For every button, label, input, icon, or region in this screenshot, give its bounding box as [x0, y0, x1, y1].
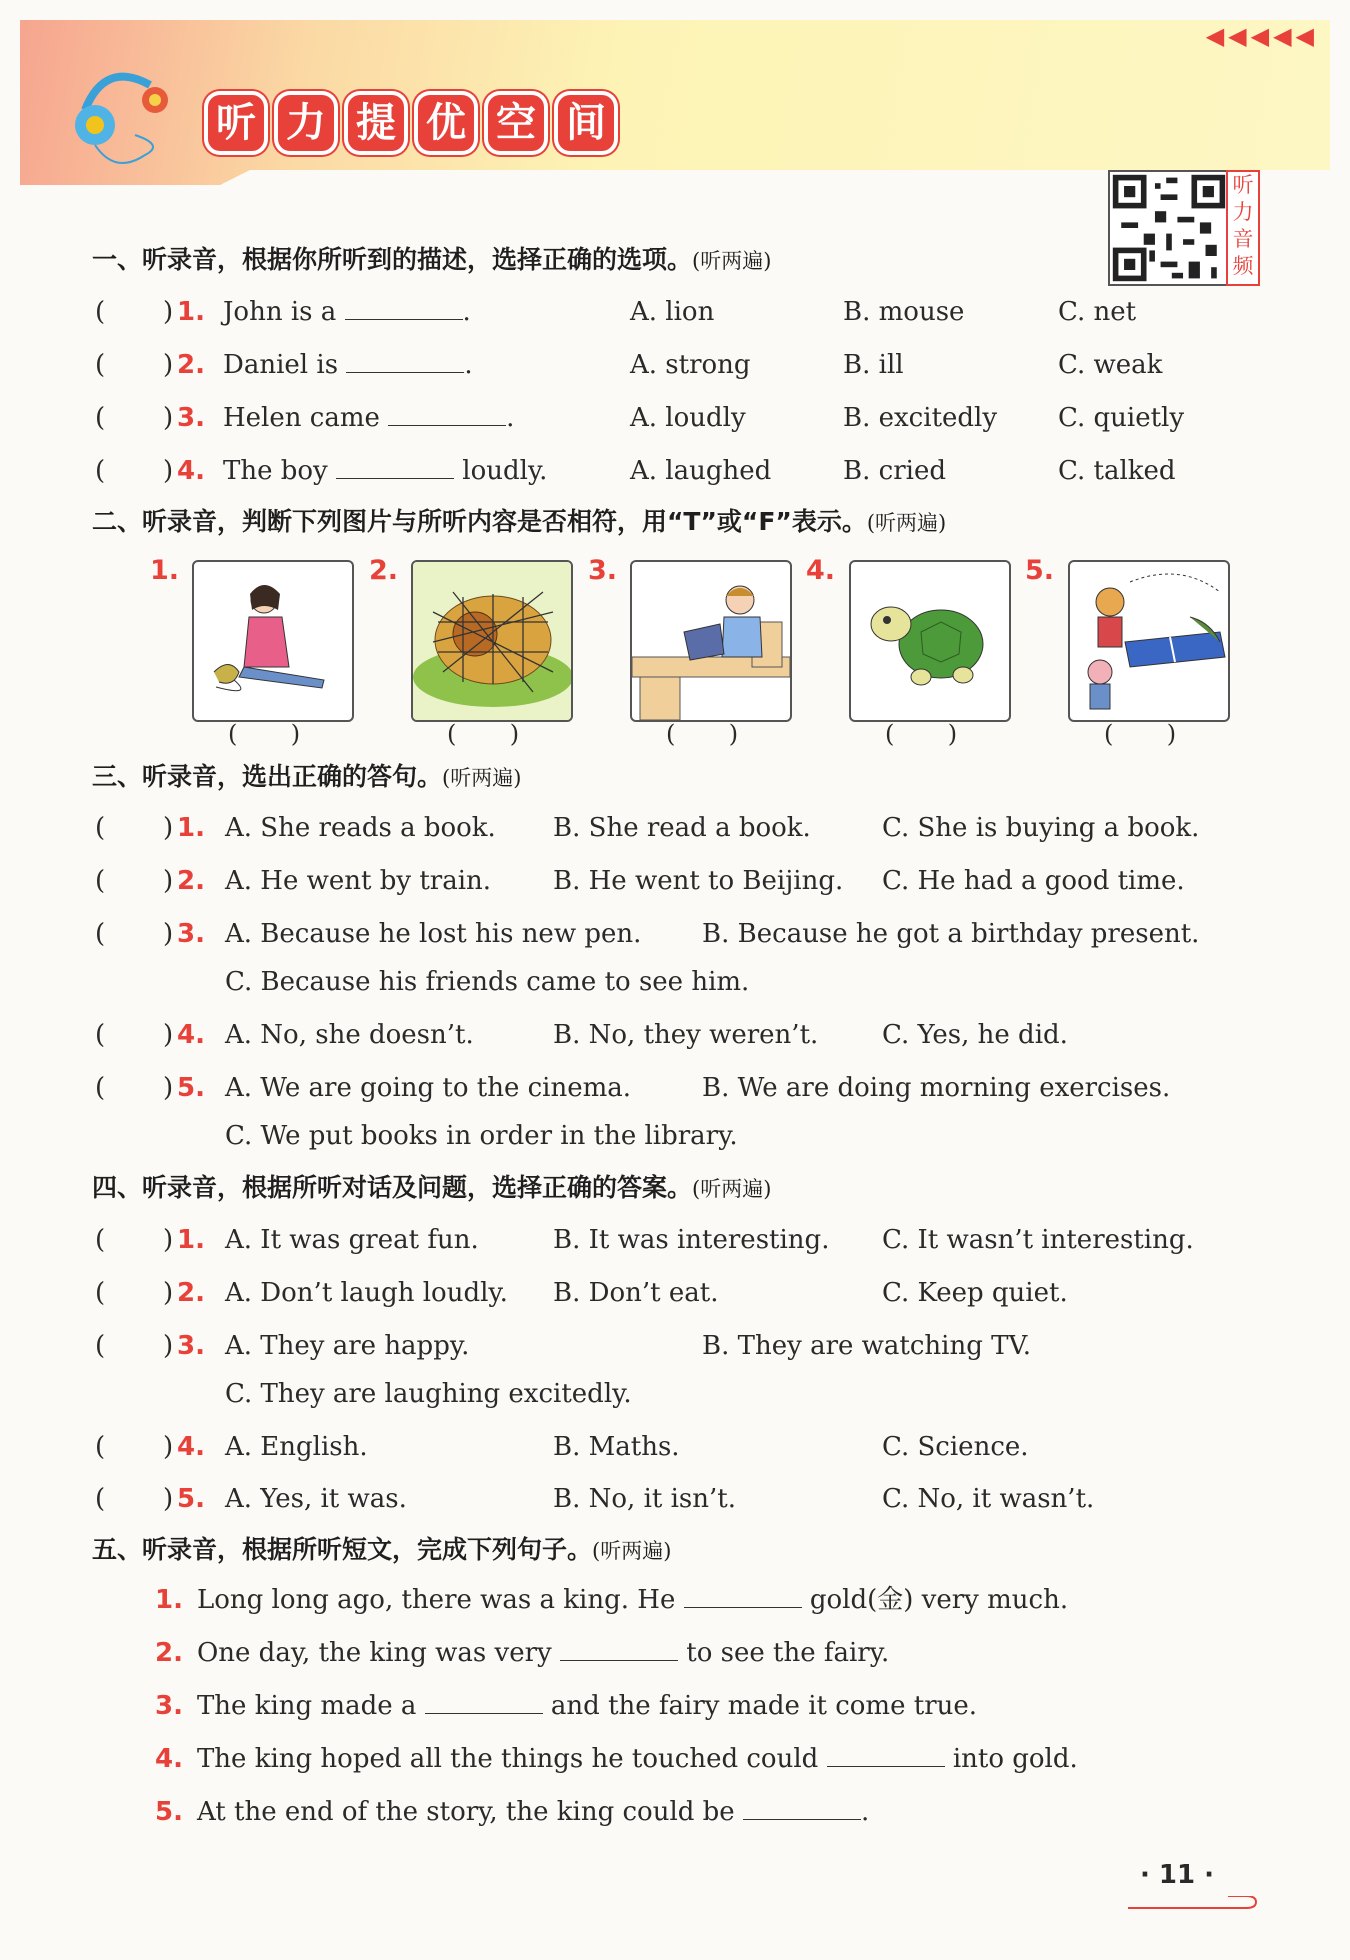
- page-number: · 11 ·: [1140, 1860, 1215, 1890]
- option-b[interactable]: B. No, it isn’t.: [553, 1484, 736, 1514]
- question-number: 1.: [177, 297, 205, 327]
- option-c[interactable]: C. Yes, he did.: [882, 1020, 1068, 1050]
- question-number: 3.: [177, 1331, 205, 1361]
- answer-blank[interactable]: [743, 1795, 861, 1820]
- section-title-text: 二、听录音，判断下列图片与所听内容是否相符，用“T”或“F”表示。: [92, 507, 867, 536]
- option-b[interactable]: B. cried: [843, 456, 946, 486]
- picture-answer-paren[interactable]: [228, 720, 300, 748]
- question-number: 5.: [177, 1484, 205, 1514]
- option-c[interactable]: C. Science.: [882, 1432, 1029, 1462]
- title-char: 间: [558, 95, 614, 151]
- option-b[interactable]: B. We are doing morning exercises.: [702, 1073, 1171, 1103]
- question-text-post: .: [462, 297, 471, 327]
- sentence-post: .: [860, 1797, 870, 1827]
- question-text-pre: Helen came: [223, 403, 380, 433]
- question-number: 1.: [155, 1585, 183, 1615]
- picture-answer-paren[interactable]: [885, 720, 957, 748]
- question-number: 4.: [177, 1432, 205, 1462]
- question-number: 2.: [177, 1278, 205, 1308]
- answer-paren-open[interactable]: (: [95, 1331, 106, 1361]
- picture-turtle: [849, 560, 1011, 722]
- answer-paren-open[interactable]: (: [95, 456, 106, 486]
- answer-paren-open[interactable]: (: [95, 1073, 106, 1103]
- answer-paren-close: ): [163, 403, 174, 433]
- question-number: 1.: [177, 813, 205, 843]
- title-char: 听: [208, 95, 264, 151]
- question-number: 3.: [155, 1691, 183, 1721]
- option-a[interactable]: A. We are going to the cinema.: [225, 1073, 632, 1103]
- option-b[interactable]: B. Because he got a birthday present.: [702, 919, 1200, 949]
- question-text-pre: John is a: [223, 297, 337, 327]
- paren-close: ): [1166, 720, 1177, 748]
- option-c[interactable]: C. Keep quiet.: [882, 1278, 1068, 1308]
- answer-paren-close: ): [163, 813, 174, 843]
- answer-blank[interactable]: [345, 295, 463, 320]
- option-a[interactable]: A. She reads a book.: [225, 813, 496, 843]
- option-b[interactable]: B. He went to Beijing.: [553, 866, 844, 896]
- question-text-post: loudly.: [462, 456, 548, 486]
- paren-close: ): [728, 720, 739, 748]
- sentence-pre: The king hoped all the things he touched could: [196, 1744, 819, 1774]
- headphone-icon: [75, 65, 195, 165]
- picture-lion-in-net: [411, 560, 573, 722]
- sentence-pre: One day, the king was very: [196, 1638, 552, 1668]
- section-title-text: 五、听录音，根据所听短文，完成下列句子。: [92, 1535, 593, 1564]
- answer-paren-close: ): [163, 1432, 174, 1462]
- option-c[interactable]: C. We put books in order in the library.: [225, 1121, 738, 1151]
- section-title-text: 四、听录音，根据所听对话及问题，选择正确的答案。: [92, 1173, 693, 1202]
- answer-paren-open[interactable]: (: [95, 813, 106, 843]
- fill-sentence: [155, 1686, 977, 1726]
- sentence-pre: At the end of the story, the king could be: [196, 1797, 735, 1827]
- question-text-pre: The boy: [223, 456, 328, 486]
- answer-paren-open[interactable]: (: [95, 350, 106, 380]
- answer-paren-open[interactable]: (: [95, 1484, 106, 1514]
- option-b[interactable]: B. ill: [843, 350, 904, 380]
- answer-paren-open[interactable]: (: [95, 1278, 106, 1308]
- answer-blank[interactable]: [346, 348, 464, 373]
- question-number: 2.: [177, 350, 205, 380]
- option-c[interactable]: C. Because his friends came to see him.: [225, 967, 750, 997]
- option-a[interactable]: A. laughed: [630, 456, 772, 486]
- picture-number: 2.: [369, 555, 399, 586]
- option-a[interactable]: A. It was great fun.: [225, 1225, 479, 1255]
- option-c[interactable]: C. net: [1058, 297, 1137, 327]
- answer-paren-open[interactable]: (: [95, 297, 106, 327]
- option-b[interactable]: B. No, they weren’t.: [553, 1020, 819, 1050]
- picture-number: 3.: [588, 555, 618, 586]
- fill-sentence: [155, 1633, 889, 1673]
- paren-open: (: [885, 720, 895, 748]
- option-b[interactable]: B. It was interesting.: [553, 1225, 830, 1255]
- answer-blank[interactable]: [560, 1636, 678, 1661]
- option-a[interactable]: A. They are happy.: [225, 1331, 470, 1361]
- option-a[interactable]: A. lion: [630, 297, 715, 327]
- option-b[interactable]: B. Maths.: [553, 1432, 680, 1462]
- paren-open: (: [228, 720, 238, 748]
- section-note: (听两遍): [592, 1539, 672, 1563]
- answer-paren-open[interactable]: (: [95, 1432, 106, 1462]
- fill-sentence: [155, 1792, 869, 1832]
- option-b[interactable]: B. Don’t eat.: [553, 1278, 719, 1308]
- arrow-decoration-icon: ◀◀◀◀◀: [1205, 22, 1318, 50]
- answer-paren-open[interactable]: (: [95, 1225, 106, 1255]
- title-char: 力: [278, 95, 334, 151]
- title-char: 空: [488, 95, 544, 151]
- section-title: [92, 240, 771, 276]
- section-banner-title: [208, 95, 626, 151]
- section-title: [92, 502, 946, 538]
- question-number: 4.: [177, 456, 205, 486]
- question-number: 4.: [155, 1744, 183, 1774]
- picture-number: 5.: [1025, 555, 1055, 586]
- picture-answer-paren[interactable]: [1104, 720, 1176, 748]
- answer-paren-close: ): [163, 297, 174, 327]
- title-char: 提: [348, 95, 404, 151]
- question-text-post: .: [464, 350, 473, 380]
- section-note: (听两遍): [866, 511, 947, 535]
- question-number: 3.: [177, 919, 205, 949]
- option-b[interactable]: B. They are watching TV.: [702, 1331, 1031, 1361]
- option-c[interactable]: C. No, it wasn’t.: [882, 1484, 1095, 1514]
- section-title: [92, 1530, 671, 1566]
- answer-paren-close: ): [163, 866, 174, 896]
- answer-blank[interactable]: [684, 1583, 802, 1608]
- section-title: [92, 757, 521, 793]
- answer-paren-close: ): [163, 456, 174, 486]
- fill-sentence: [155, 1580, 1068, 1620]
- section-note: (听两遍): [442, 766, 522, 790]
- question-text-post: .: [506, 403, 515, 433]
- question-text: [223, 398, 514, 438]
- question-number: 4.: [177, 1020, 205, 1050]
- sentence-pre: Long long ago, there was a king. He: [196, 1585, 676, 1615]
- answer-paren-open[interactable]: (: [95, 403, 106, 433]
- audio-label: 听力音频: [1226, 170, 1260, 286]
- option-c[interactable]: C. quietly: [1058, 403, 1185, 433]
- paren-close: ): [947, 720, 958, 748]
- option-a[interactable]: A. loudly: [630, 403, 746, 433]
- option-a[interactable]: A. No, she doesn’t.: [225, 1020, 474, 1050]
- option-a[interactable]: A. Because he lost his new pen.: [225, 919, 642, 949]
- option-a[interactable]: A. strong: [630, 350, 751, 380]
- answer-paren-open[interactable]: (: [95, 919, 106, 949]
- section-title-text: 三、听录音，选出正确的答句。: [92, 762, 443, 791]
- section-title: [92, 1168, 771, 1204]
- picture-animals-playing-table-tennis: [1068, 560, 1230, 722]
- paren-open: (: [666, 720, 676, 748]
- answer-paren-close: ): [163, 1484, 174, 1514]
- sentence-post: into gold.: [952, 1744, 1078, 1774]
- section-note: (听两遍): [692, 249, 772, 273]
- question-text: [223, 451, 547, 491]
- answer-blank[interactable]: [827, 1742, 945, 1767]
- paren-open: (: [447, 720, 457, 748]
- picture-answer-paren[interactable]: [447, 720, 519, 748]
- paren-close: ): [290, 720, 301, 748]
- paren-open: (: [1104, 720, 1114, 748]
- option-a[interactable]: A. English.: [225, 1432, 368, 1462]
- question-number: 5.: [155, 1797, 183, 1827]
- answer-paren-close: ): [163, 350, 174, 380]
- question-text: [223, 345, 473, 385]
- fill-sentence: [155, 1739, 1078, 1779]
- sentence-post: to see the fairy.: [686, 1638, 890, 1668]
- sentence-pre: The king made a: [196, 1691, 417, 1721]
- option-c[interactable]: C. He had a good time.: [882, 866, 1185, 896]
- question-number: 5.: [177, 1073, 205, 1103]
- option-c[interactable]: C. It wasn’t interesting.: [882, 1225, 1194, 1255]
- question-text-pre: Daniel is: [223, 350, 339, 380]
- picture-girl-with-snake: [192, 560, 354, 722]
- option-b[interactable]: B. mouse: [843, 297, 965, 327]
- option-c[interactable]: C. weak: [1058, 350, 1163, 380]
- question-number: 3.: [177, 403, 205, 433]
- answer-paren-close: ): [163, 1073, 174, 1103]
- question-number: 2.: [155, 1638, 183, 1668]
- qr-code-icon[interactable]: [1108, 170, 1230, 286]
- option-a[interactable]: A. Yes, it was.: [225, 1484, 407, 1514]
- page-arrow-icon: [1128, 1896, 1258, 1910]
- section-note: (听两遍): [692, 1177, 772, 1201]
- answer-paren-close: ): [163, 1278, 174, 1308]
- option-b[interactable]: B. excitedly: [843, 403, 998, 433]
- section-title-text: 一、听录音，根据你所听到的描述，选择正确的选项。: [92, 245, 693, 274]
- picture-boy-at-computer: [630, 560, 792, 722]
- answer-paren-open[interactable]: (: [95, 866, 106, 896]
- answer-paren-open[interactable]: (: [95, 1020, 106, 1050]
- answer-paren-close: ): [163, 1225, 174, 1255]
- question-number: 1.: [177, 1225, 205, 1255]
- sentence-post: gold(金) very much.: [809, 1585, 1069, 1615]
- picture-number: 1.: [150, 555, 180, 586]
- option-a[interactable]: A. He went by train.: [225, 866, 492, 896]
- option-c[interactable]: C. She is buying a book.: [882, 813, 1200, 843]
- paren-close: ): [509, 720, 520, 748]
- sentence-post: and the fairy made it come true.: [550, 1691, 978, 1721]
- answer-blank[interactable]: [425, 1689, 543, 1714]
- picture-number: 4.: [806, 555, 836, 586]
- option-c[interactable]: C. talked: [1058, 456, 1176, 486]
- answer-blank[interactable]: [336, 454, 454, 479]
- picture-answer-paren[interactable]: [666, 720, 738, 748]
- answer-blank[interactable]: [388, 401, 506, 426]
- answer-paren-close: ): [163, 1331, 174, 1361]
- question-text: [223, 292, 471, 332]
- option-a[interactable]: A. Don’t laugh loudly.: [225, 1278, 508, 1308]
- option-b[interactable]: B. She read a book.: [553, 813, 811, 843]
- question-number: 2.: [177, 866, 205, 896]
- title-char: 优: [418, 95, 474, 151]
- answer-paren-close: ): [163, 919, 174, 949]
- answer-paren-close: ): [163, 1020, 174, 1050]
- option-c[interactable]: C. They are laughing excitedly.: [225, 1379, 632, 1409]
